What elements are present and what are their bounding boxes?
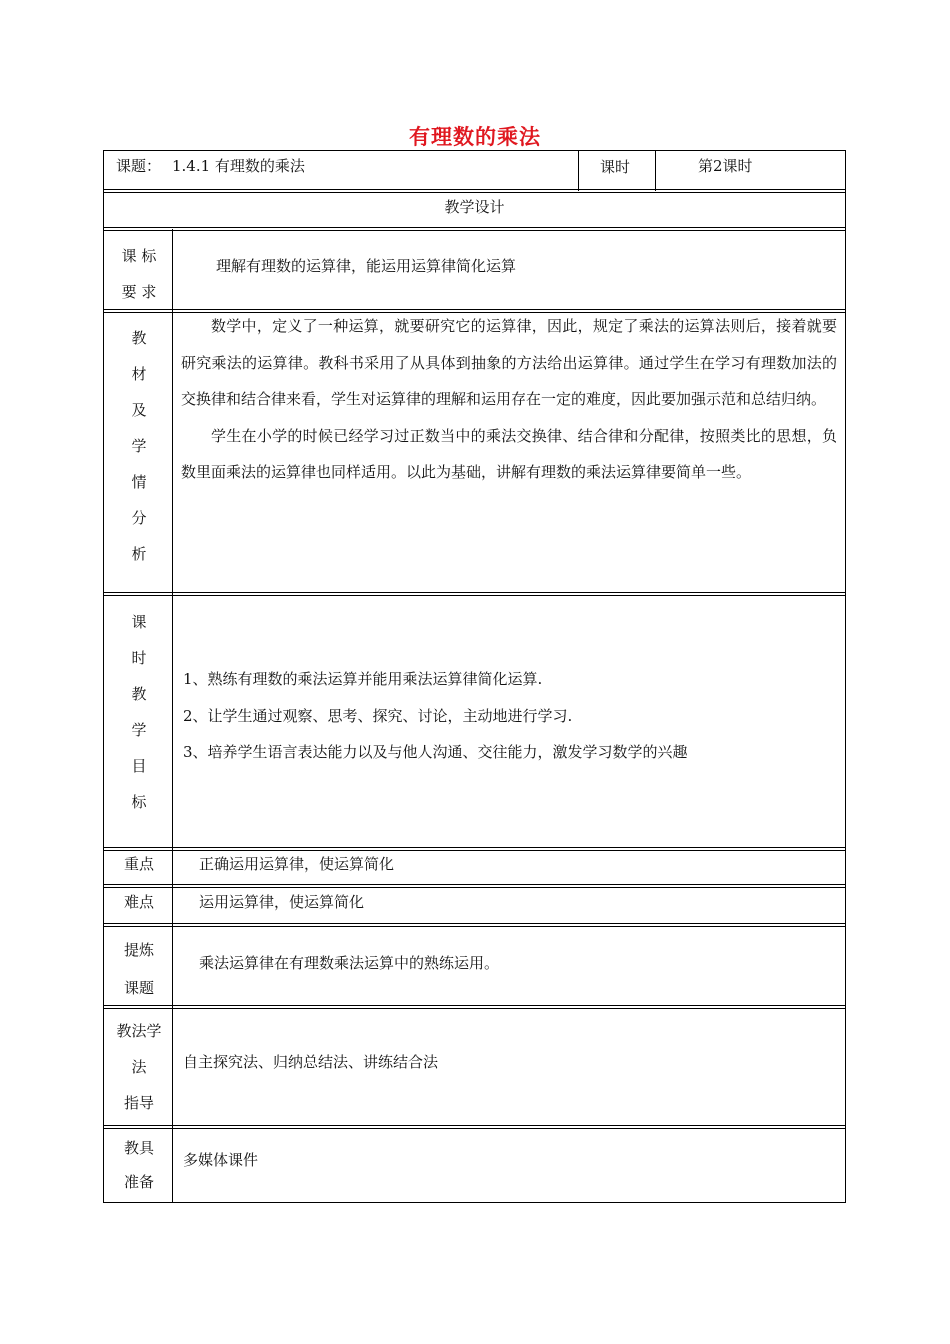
difficulty-label: 难点	[123, 893, 154, 911]
row-divider	[103, 847, 846, 851]
analysis-content	[181, 308, 837, 491]
row-divider	[103, 1005, 846, 1009]
analysis-paragraph: 数学中，定义了一种运算，就要研究它的运算律，因此，规定了乘法的运算法则后，接着就要研究乘法的运算律。教科书采用了从具体到抽象的方法给出运算律。通过学生在学习有理数加法的交换律和结合律来看，学生对运算律的理解和运用存在一定的难度，因此要加强示范和总结归纳。	[181, 317, 837, 408]
tools-label: 教具 准备	[123, 1139, 154, 1191]
column-divider	[655, 150, 656, 191]
difficulty-content: 运用运算律，使运算简化	[199, 893, 365, 911]
row-divider	[103, 592, 846, 596]
key-point-label: 重点	[123, 855, 154, 873]
objective-item: 3、培养学生语言表达能力以及与他人沟通、交往能力，激发学习数学的兴趣	[183, 743, 688, 761]
analysis-paragraph: 学生在小学的时候已经学习过正数当中的乘法交换律、结合律和分配律，按照类比的思想，负数里面乘法的运算律也同样适用。以此为基础，讲解有理数的乘法运算律要简单一些。	[181, 426, 837, 481]
analysis-label: 教 材 及 学 情 分 析	[131, 329, 147, 563]
objective-item: 2、让学生通过观察、思考、探究、讨论，主动地进行学习.	[183, 707, 573, 725]
row-divider	[103, 227, 846, 231]
objectives-label: 课 时 教 学 目 标	[131, 613, 147, 811]
topic-label: 课题：	[116, 157, 162, 175]
method-label: 教法学 法 指导	[116, 1022, 162, 1112]
row-divider	[103, 884, 846, 888]
refined-topic-label: 提炼 课题	[123, 941, 154, 997]
method-content: 自主探究法、归纳总结法、讲练结合法	[183, 1053, 439, 1071]
period-label: 课时	[600, 158, 631, 176]
key-point-content: 正确运用运算律，使运算简化	[199, 855, 395, 873]
topic-value: 1.4.1 有理数的乘法	[172, 157, 305, 175]
objective-item: 1、熟练有理数的乘法运算并能用乘法运算律简化运算.	[183, 670, 543, 688]
row-divider	[103, 923, 846, 927]
tools-content: 多媒体课件	[183, 1151, 259, 1169]
section-title: 教学设计	[444, 198, 505, 216]
curriculum-label: 课 标 要 求	[121, 247, 157, 301]
row-divider	[103, 1125, 846, 1129]
refined-topic-content: 乘法运算律在有理数乘法运算中的熟练运用。	[199, 954, 500, 972]
column-divider	[578, 150, 579, 191]
curriculum-content: 理解有理数的运算律，能运用运算律简化运算	[216, 257, 517, 275]
row-divider	[103, 189, 846, 193]
document-title: 有理数的乘法	[409, 125, 541, 149]
period-value: 第2课时	[698, 157, 753, 175]
